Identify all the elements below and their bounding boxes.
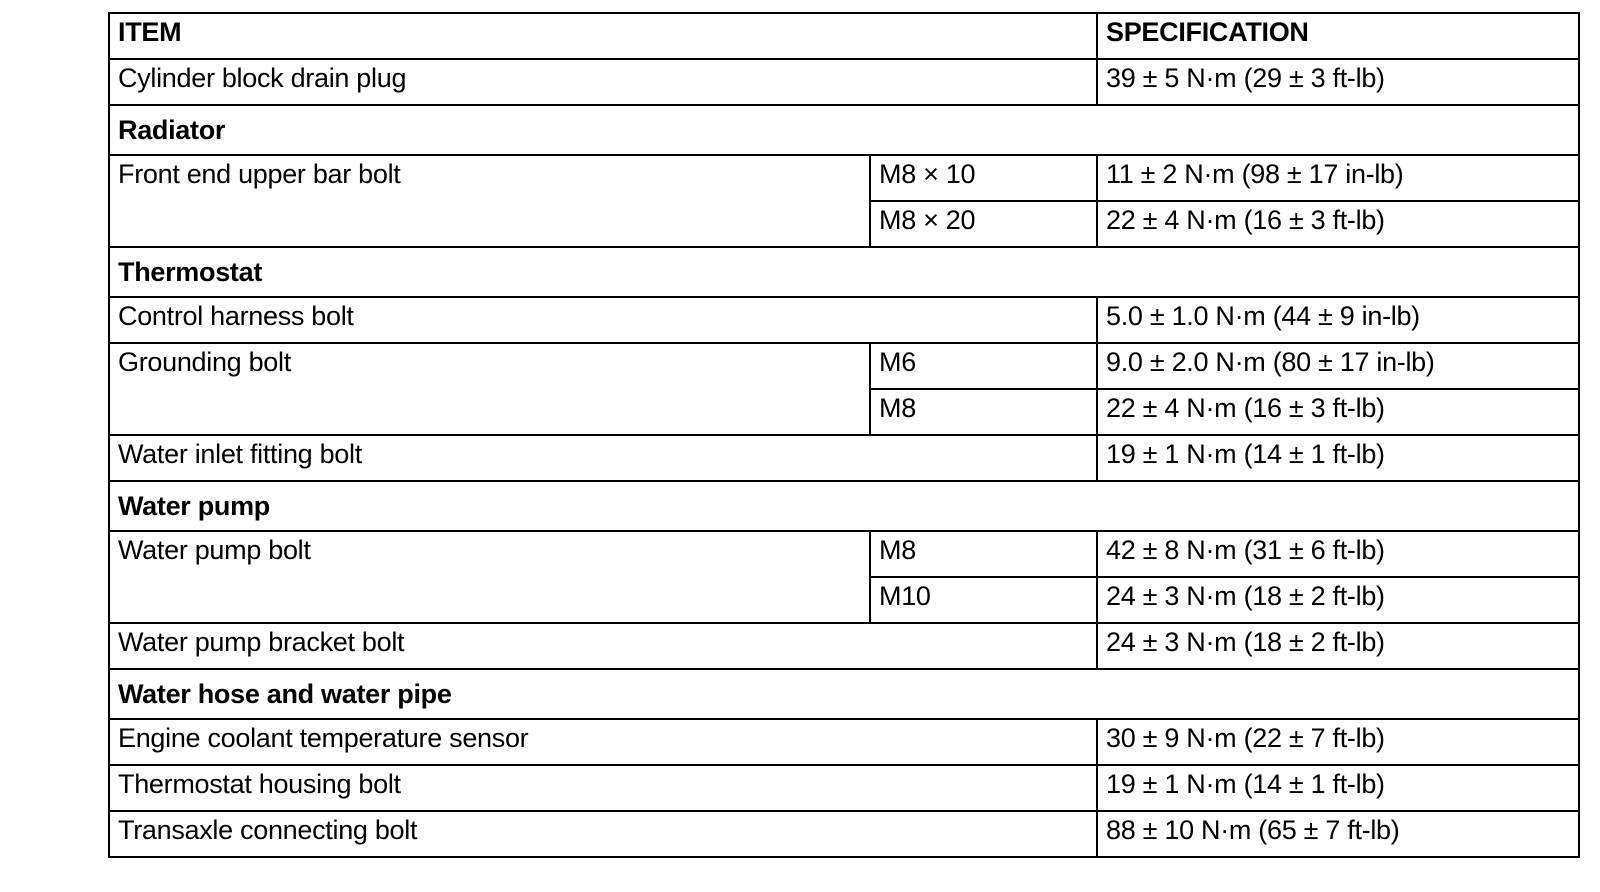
size-cell: M6 (870, 343, 1097, 389)
spec-cell: 42 ± 8 N·m (31 ± 6 ft-lb) (1097, 531, 1579, 577)
spec-cell: 19 ± 1 N·m (14 ± 1 ft-lb) (1097, 765, 1579, 811)
header-specification: SPECIFICATION (1097, 13, 1579, 59)
section-title: Water hose and water pipe (109, 669, 1579, 719)
item-cell: Engine coolant temperature sensor (109, 719, 1097, 765)
table-row (109, 811, 1579, 857)
section-title: Radiator (109, 105, 1579, 155)
table-row (109, 435, 1579, 481)
item-cell: Front end upper bar bolt (109, 155, 870, 247)
spec-cell: 9.0 ± 2.0 N·m (80 ± 17 in-lb) (1097, 343, 1579, 389)
spec-cell: 22 ± 4 N·m (16 ± 3 ft-lb) (1097, 201, 1579, 247)
section-title: Water pump (109, 481, 1579, 531)
table-row (109, 59, 1579, 105)
table-row (109, 531, 1579, 577)
table-row (109, 765, 1579, 811)
item-cell: Water inlet fitting bolt (109, 435, 1097, 481)
table-header-row (109, 13, 1579, 59)
size-cell: M10 (870, 577, 1097, 623)
section-row (109, 247, 1579, 297)
size-cell: M8 (870, 389, 1097, 435)
item-cell: Water pump bolt (109, 531, 870, 623)
table-row (109, 343, 1579, 389)
spec-cell: 39 ± 5 N·m (29 ± 3 ft-lb) (1097, 59, 1579, 105)
item-cell: Water pump bracket bolt (109, 623, 1097, 669)
header-item: ITEM (109, 13, 1097, 59)
table-row (109, 297, 1579, 343)
torque-spec-table (108, 12, 1580, 858)
section-row (109, 481, 1579, 531)
item-cell: Thermostat housing bolt (109, 765, 1097, 811)
item-cell: Grounding bolt (109, 343, 870, 435)
section-row (109, 669, 1579, 719)
item-cell: Transaxle connecting bolt (109, 811, 1097, 857)
table-row (109, 623, 1579, 669)
size-cell: M8 × 10 (870, 155, 1097, 201)
spec-cell: 24 ± 3 N·m (18 ± 2 ft-lb) (1097, 577, 1579, 623)
spec-cell: 11 ± 2 N·m (98 ± 17 in-lb) (1097, 155, 1579, 201)
table-row (109, 155, 1579, 201)
section-title: Thermostat (109, 247, 1579, 297)
section-row (109, 105, 1579, 155)
spec-cell: 30 ± 9 N·m (22 ± 7 ft-lb) (1097, 719, 1579, 765)
spec-cell: 19 ± 1 N·m (14 ± 1 ft-lb) (1097, 435, 1579, 481)
table-row (109, 719, 1579, 765)
size-cell: M8 (870, 531, 1097, 577)
spec-cell: 5.0 ± 1.0 N·m (44 ± 9 in-lb) (1097, 297, 1579, 343)
item-cell: Control harness bolt (109, 297, 1097, 343)
spec-cell: 24 ± 3 N·m (18 ± 2 ft-lb) (1097, 623, 1579, 669)
item-cell: Cylinder block drain plug (109, 59, 1097, 105)
spec-cell: 88 ± 10 N·m (65 ± 7 ft-lb) (1097, 811, 1579, 857)
size-cell: M8 × 20 (870, 201, 1097, 247)
spec-cell: 22 ± 4 N·m (16 ± 3 ft-lb) (1097, 389, 1579, 435)
